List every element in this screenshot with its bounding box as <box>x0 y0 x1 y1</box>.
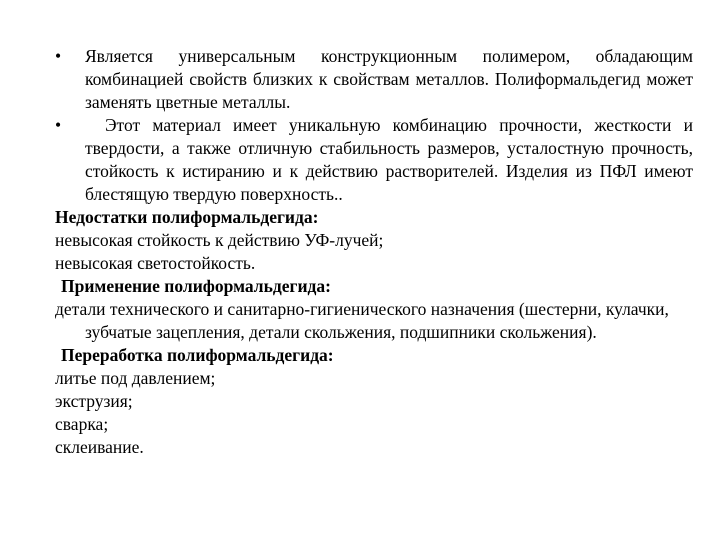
bullet-item-universal-polymer <box>55 45 693 114</box>
section-heading-disadvantages: Недостатки полиформальдегида: <box>55 207 319 227</box>
section-heading-application: Применение полиформальдегида: <box>61 276 331 296</box>
bullet-text: Этот материал имеет уникальную комбинацию прочности, жесткости и твердости, а также отличную стабильность размеров, усталостную прочность, стойкость к истиранию и к действию растворителей. Изделия из ПФЛ имеют блестящую твердую поверхность.. <box>85 115 693 204</box>
bullet-icon: • <box>55 115 62 135</box>
list-item-disadvantage: невысокая стойкость к действию УФ-лучей; <box>55 230 384 250</box>
list-item-processing: склеивание. <box>55 437 144 457</box>
list-item-processing: литье под давлением; <box>55 368 216 388</box>
list-item-processing: экструзия; <box>55 391 133 411</box>
application-text: детали технического и санитарно-гигиенического назначения (шестерни, кулачки, зубчатые зацепления, детали скольжения, подшипники скольжения). <box>55 299 669 342</box>
bullet-item-unique-properties <box>55 114 693 206</box>
list-item-disadvantage: невысокая светостойкость. <box>55 253 256 273</box>
section-heading-processing: Переработка полиформальдегида: <box>61 345 334 365</box>
bullet-icon: • <box>55 46 62 66</box>
list-item-processing: сварка; <box>55 414 109 434</box>
slide-body <box>55 45 693 459</box>
bullet-text: Является универсальным конструкционным полимером, обладающим комбинацией свойств близких к свойствам металлов. Полиформальдегид может заменять цветные металлы. <box>85 46 693 112</box>
